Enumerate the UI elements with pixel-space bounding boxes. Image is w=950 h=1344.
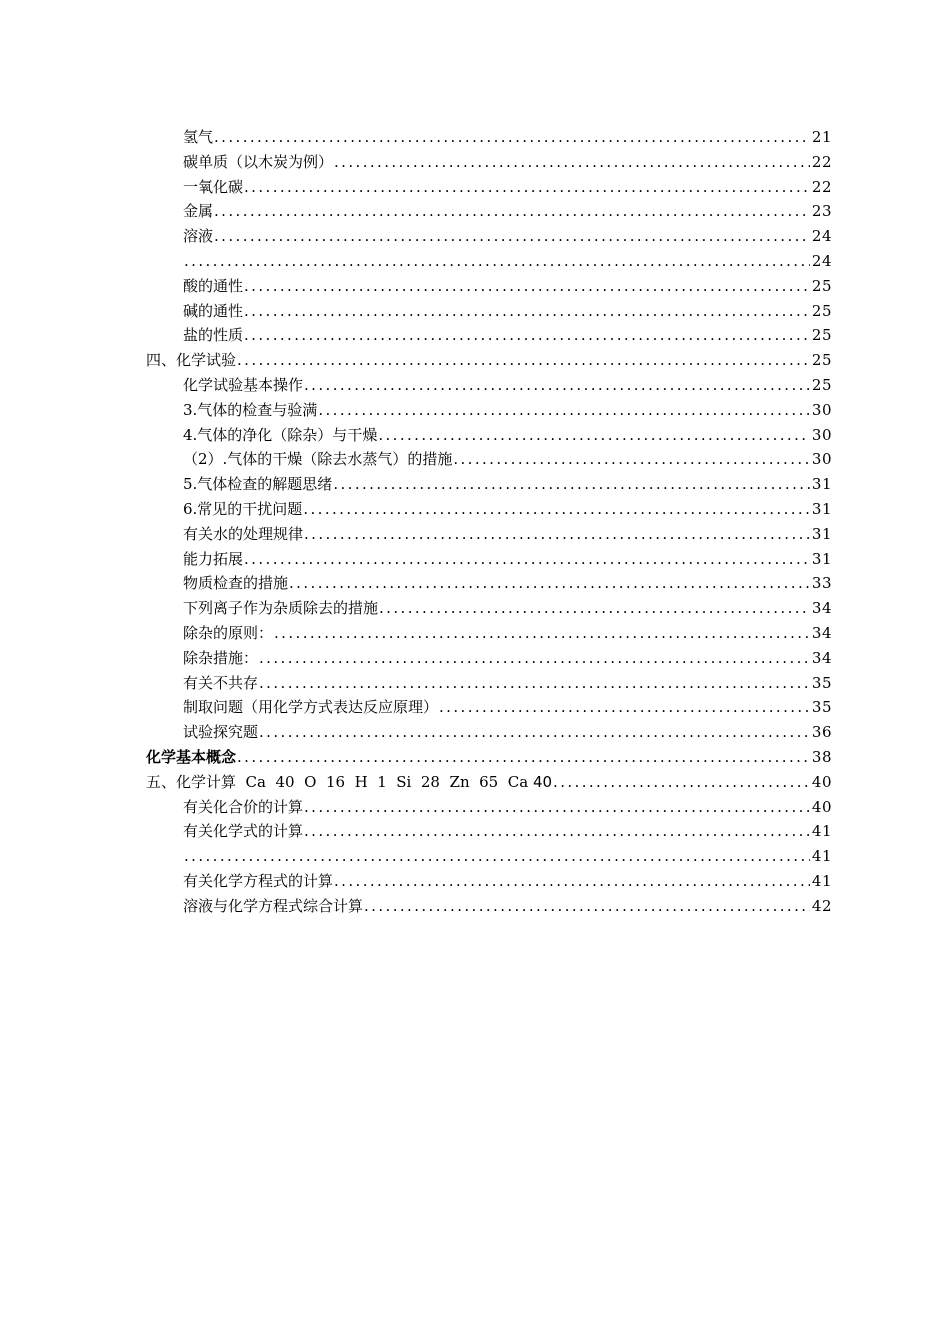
dot-leader	[304, 819, 810, 844]
toc-entry[interactable]	[146, 869, 832, 894]
toc-entry-page-number: 30	[811, 450, 832, 469]
toc-entry-page-number: 31	[811, 475, 832, 494]
dot-leader	[334, 150, 810, 175]
toc-entry-title: 下列离子作为杂质除去的措施	[183, 599, 379, 618]
toc-entry[interactable]	[146, 571, 832, 596]
toc-entry-title: 4.气体的净化（除杂）与干燥	[183, 425, 378, 444]
toc-entry-page-number: 22	[811, 177, 832, 196]
toc-entry-page-number: 35	[811, 698, 832, 717]
toc-entry-page-number: 23	[811, 202, 832, 221]
toc-entry-title: 酸的通性	[183, 276, 244, 295]
toc-entry-title: 化学基本概念	[146, 747, 237, 766]
toc-entry[interactable]	[146, 795, 832, 820]
toc-entry-title: 制取问题（用化学方式表达反应原理）	[183, 698, 439, 717]
toc-entry-page-number: 35	[811, 673, 832, 692]
toc-entry[interactable]	[146, 423, 832, 448]
toc-entry-title: 有关化学式的计算	[183, 822, 304, 841]
dot-leader	[364, 894, 810, 919]
toc-entry-title: 5.气体检查的解题思绪	[183, 475, 333, 494]
toc-entry-page-number: 36	[811, 723, 832, 742]
toc-entry[interactable]	[146, 770, 832, 795]
dot-leader	[334, 869, 810, 894]
toc-entry-page-number: 30	[811, 400, 832, 419]
toc-entry-page-number: 25	[811, 301, 832, 320]
dot-leader	[214, 224, 810, 249]
toc-entry-page-number: 42	[811, 896, 832, 915]
dot-leader	[274, 621, 810, 646]
toc-entry-title: 有关水的处理规律	[183, 524, 304, 543]
dot-leader	[214, 125, 810, 150]
dot-leader	[378, 423, 810, 448]
dot-leader	[439, 695, 810, 720]
toc-entry-page-number: 21	[811, 128, 832, 146]
toc-entry-title: 碱的通性	[183, 301, 244, 320]
toc-entry-title: 有关不共存	[183, 673, 259, 692]
toc-entry-page-number: 41	[811, 822, 832, 841]
toc-entry[interactable]	[146, 745, 832, 770]
toc-entry-page-number: 24	[811, 251, 832, 270]
toc-entry-title: （2）.气体的干燥（除去水蒸气）的措施	[183, 450, 453, 469]
dot-leader	[303, 497, 810, 522]
toc-entry-page-number: 41	[811, 847, 832, 866]
dot-leader	[553, 770, 810, 795]
toc-entry-title: 金属	[183, 202, 214, 221]
dot-leader	[244, 547, 810, 572]
toc-entry-page-number: 22	[811, 152, 832, 171]
toc-entry-title: 化学试验基本操作	[183, 375, 304, 394]
toc-entry[interactable]	[146, 844, 832, 869]
toc-entry-title: 6.常见的干扰问题	[183, 499, 303, 518]
dot-leader	[237, 348, 810, 373]
toc-entry-page-number: 25	[811, 326, 832, 345]
toc-entry[interactable]	[146, 522, 832, 547]
toc-entry[interactable]	[146, 671, 832, 696]
toc-entry-title: 有关化学方程式的计算	[183, 871, 334, 890]
toc-entry-page-number: 31	[811, 549, 832, 568]
toc-entry-page-number: 25	[811, 375, 832, 394]
toc-entry[interactable]	[146, 373, 832, 398]
dot-leader	[453, 447, 810, 472]
toc-entry-title: 3.气体的检查与验满	[183, 400, 318, 419]
toc-entry[interactable]	[146, 621, 832, 646]
toc-entry-page-number: 31	[811, 524, 832, 543]
toc-entry-page-number: 25	[811, 351, 832, 370]
toc-entry[interactable]	[146, 819, 832, 844]
toc-entry[interactable]	[146, 175, 832, 200]
toc-entry[interactable]	[146, 125, 832, 150]
toc-entry[interactable]	[146, 224, 832, 249]
dot-leader	[289, 571, 810, 596]
toc-entry[interactable]	[146, 150, 832, 175]
toc-entry[interactable]	[146, 596, 832, 621]
toc-entry-page-number: 40	[811, 772, 832, 791]
toc-entry-title: 盐的性质	[183, 326, 244, 345]
toc-entry-formula	[236, 770, 552, 795]
formula-last-value: 40	[532, 772, 553, 791]
toc-entry-page-number: 25	[811, 276, 832, 295]
dot-leader	[379, 596, 810, 621]
toc-entry[interactable]	[146, 497, 832, 522]
toc-entry[interactable]	[146, 274, 832, 299]
toc-entry-page-number: 41	[811, 871, 832, 890]
toc-entry-title: 物质检查的措施	[183, 574, 289, 593]
toc-entry[interactable]	[146, 398, 832, 423]
toc-entry-title: 一氧化碳	[183, 177, 244, 196]
toc-entry[interactable]	[146, 720, 832, 745]
dot-leader	[184, 844, 810, 869]
toc-entry[interactable]	[146, 472, 832, 497]
table-of-contents	[146, 125, 832, 919]
toc-entry-title: 碳单质（以木炭为例）	[183, 152, 334, 171]
dot-leader	[184, 249, 810, 274]
toc-entry-page-number: 40	[811, 797, 832, 816]
toc-entry-page-number: 33	[811, 574, 832, 593]
toc-entry[interactable]	[146, 547, 832, 572]
toc-entry[interactable]	[146, 299, 832, 324]
dot-leader	[244, 274, 810, 299]
dot-leader	[237, 745, 810, 770]
toc-entry-page-number: 34	[811, 648, 832, 667]
dot-leader	[214, 199, 810, 224]
toc-entry[interactable]	[146, 348, 832, 373]
toc-entry-title: 氢气	[183, 128, 214, 146]
toc-entry-title: 五、化学计算	[146, 772, 237, 791]
toc-entry[interactable]	[146, 695, 832, 720]
toc-entry[interactable]	[146, 894, 832, 919]
dot-leader	[244, 175, 810, 200]
formula-text: Ca 40 O 16 H 1 Si 28 Zn 65 Ca	[236, 772, 533, 791]
toc-entry[interactable]	[146, 646, 832, 671]
toc-entry-title: 除杂的原则：	[183, 623, 274, 642]
dot-leader	[259, 720, 810, 745]
toc-entry-title: 溶液与化学方程式综合计算	[183, 896, 364, 915]
toc-entry-title: 溶液	[183, 227, 214, 246]
toc-entry-page-number: 30	[811, 425, 832, 444]
dot-leader	[259, 671, 810, 696]
dot-leader	[244, 323, 810, 348]
toc-entry-page-number: 34	[811, 599, 832, 618]
dot-leader	[318, 398, 810, 423]
toc-entry-title: 除杂措施：	[183, 648, 259, 667]
toc-entry-title: 试验探究题	[183, 723, 259, 742]
toc-entry[interactable]	[146, 199, 832, 224]
toc-entry-page-number: 24	[811, 227, 832, 246]
toc-entry-title: 四、化学试验	[146, 351, 237, 370]
toc-entry-page-number: 34	[811, 623, 832, 642]
dot-leader	[333, 472, 810, 497]
dot-leader	[304, 373, 810, 398]
toc-entry[interactable]	[146, 447, 832, 472]
dot-leader	[244, 299, 810, 324]
toc-entry-page-number: 31	[811, 499, 832, 518]
toc-entry-title: 能力拓展	[183, 549, 244, 568]
toc-entry[interactable]	[146, 323, 832, 348]
toc-entry-page-number: 38	[811, 747, 832, 766]
dot-leader	[304, 795, 810, 820]
dot-leader	[304, 522, 810, 547]
dot-leader	[259, 646, 810, 671]
toc-entry[interactable]	[146, 249, 832, 274]
toc-entry-title: 有关化合价的计算	[183, 797, 304, 816]
